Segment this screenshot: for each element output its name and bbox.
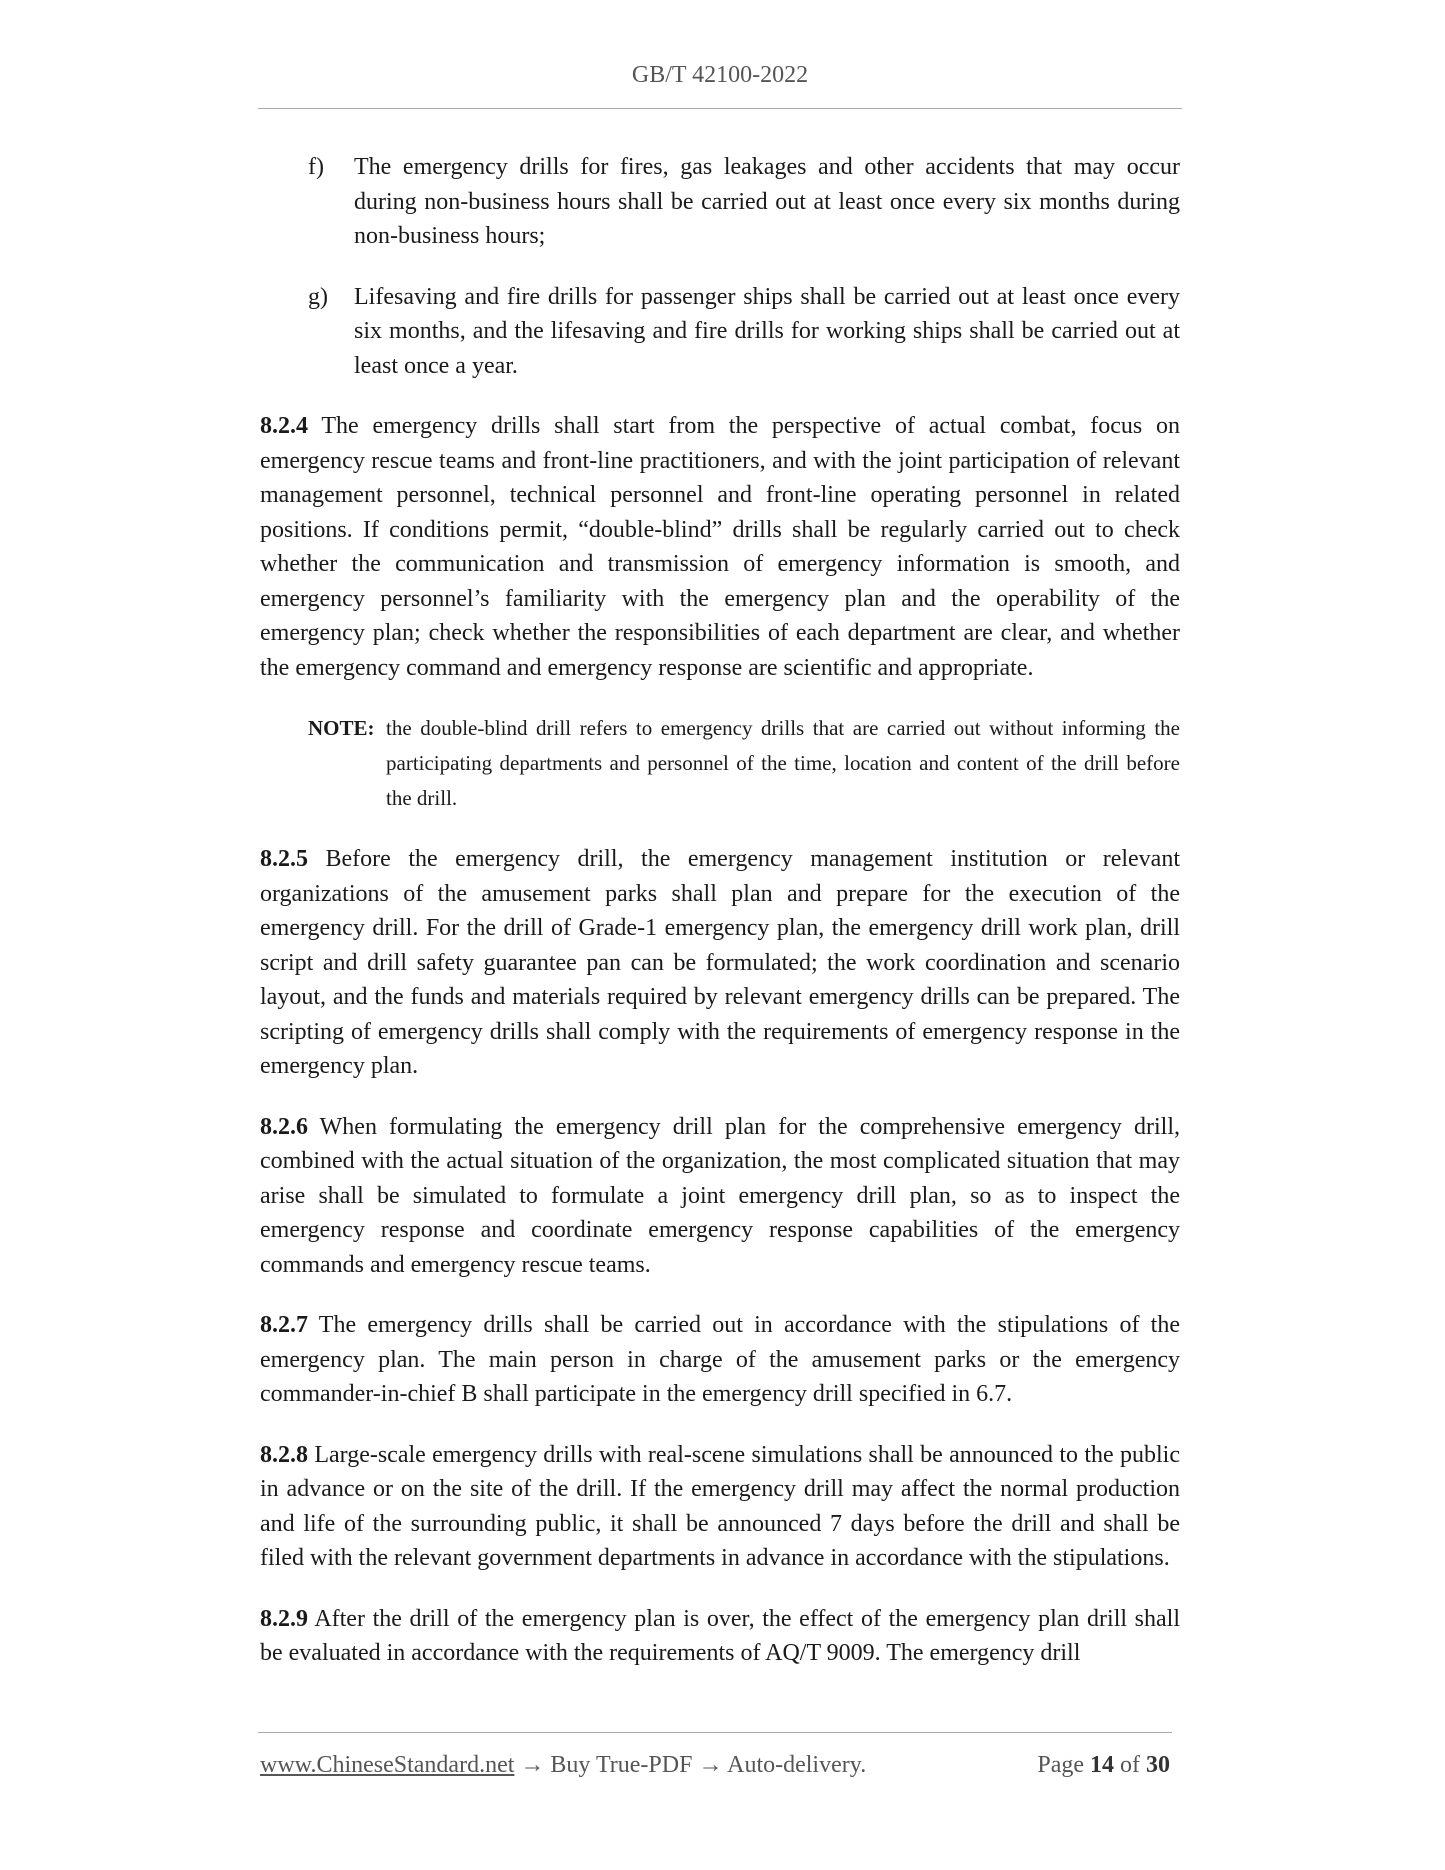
clause-text: Large-scale emergency drills with real-scene simulations shall be announced to the public in advance or on the site of the drill. If the emergency drill may affect the normal production and life of the surrounding public, it shall be announced 7 days before the drill and shall be filed with the relevant government departments in advance in accordance with the stipulations. [260,1441,1180,1571]
of-label: of [1120,1752,1140,1778]
site-link[interactable]: www.ChineseStandard.net [260,1752,515,1778]
page-header [258,62,1182,89]
page-indicator [1037,1752,1170,1779]
clause-number: 8.2.5 [260,846,308,872]
clause-text: The emergency drills shall start from the perspective of actual combat, focus on emergency rescue teams and front-line practitioners, and with the joint participation of relevant management personnel, technical personnel and front-line operating personnel in related positions. If conditions permit, “double-blind” drills shall be regularly carried out to check whether the communication and transmission of emergency information is smooth, and emergency personnel’s familiarity with the emergency plan and the operability of the emergency plan; check whether the responsibilities of each department are clear, and whether the emergency command and emergency response are scientific and appropriate. [260,413,1180,681]
note-text: the double-blind drill refers to emergency drills that are carried out without informing the participating departments and personnel of the time, location and content of the drill before the drill. [386,716,1180,810]
note-block [260,711,1180,816]
header-divider [258,108,1182,109]
clause-text: The emergency drills shall be carried out in accordance with the stipulations of the emergency plan. The main person in charge of the amusement parks or the emergency commander-in-chief B shall participate in the emergency drill specified in 6.7. [260,1312,1180,1407]
standard-code: GB/T 42100-2022 [631,62,809,88]
clause-text: Before the emergency drill, the emergency management institution or relevant organizations of the amusement parks shall plan and prepare for the execution of the emergency drill. For the drill of Grade-1 emergency plan, the emergency drill work plan, drill script and drill safety guarantee pan can be formulated; the work coordination and scenario layout, and the funds and materials required by relevant emergency drills can be prepared. The scripting of emergency drills shall comply with the requirements of emergency response in the emergency plan. [260,846,1180,1079]
page-number: 14 [1090,1752,1114,1778]
footer-divider [258,1732,1172,1733]
promo-text: → Buy True-PDF → Auto-delivery. [514,1752,867,1778]
note-label: NOTE: [308,716,375,740]
document-body [260,150,1180,1697]
clause-text: After the drill of the emergency plan is over, the effect of the emergency plan drill shall be evaluated in accordance with the requirements of AQ/T 9009. The emergency drill [260,1605,1180,1666]
page-label: Page [1037,1752,1084,1778]
clause-number: 8.2.6 [260,1113,308,1140]
list-marker: g) [308,283,328,310]
list-item-f [260,150,1180,254]
clause-8-2-6 [260,1110,1180,1283]
list-item-g [260,280,1180,384]
list-marker: f) [308,154,324,180]
clause-number: 8.2.7 [260,1312,308,1338]
list-item-text: Lifesaving and fire drills for passenger ships shall be carried out at least once every six months, and the lifesaving and fire drills for working ships shall be carried out at least once a year. [354,283,1180,379]
total-pages: 30 [1146,1752,1170,1778]
clause-8-2-9 [260,1602,1180,1671]
clause-8-2-7 [260,1308,1180,1412]
clause-number: 8.2.9 [260,1605,308,1632]
clause-8-2-8 [260,1438,1180,1576]
page-footer [260,1752,1170,1779]
clause-number: 8.2.4 [260,413,308,439]
list-item-text: The emergency drills for fires, gas leakages and other accidents that may occur during non-business hours shall be carried out at least once every six months during non-business hours; [354,154,1180,249]
clause-text: When formulating the emergency drill plan for the comprehensive emergency drill, combined with the actual situation of the organization, the most complicated situation that may arise shall be simulated to formulate a joint emergency drill plan, so as to inspect the emergency response and coordinate emergency response capabilities of the emergency commands and emergency rescue teams. [260,1113,1180,1278]
clause-8-2-4 [260,409,1180,685]
clause-8-2-5 [260,842,1180,1084]
clause-number: 8.2.8 [260,1441,308,1468]
